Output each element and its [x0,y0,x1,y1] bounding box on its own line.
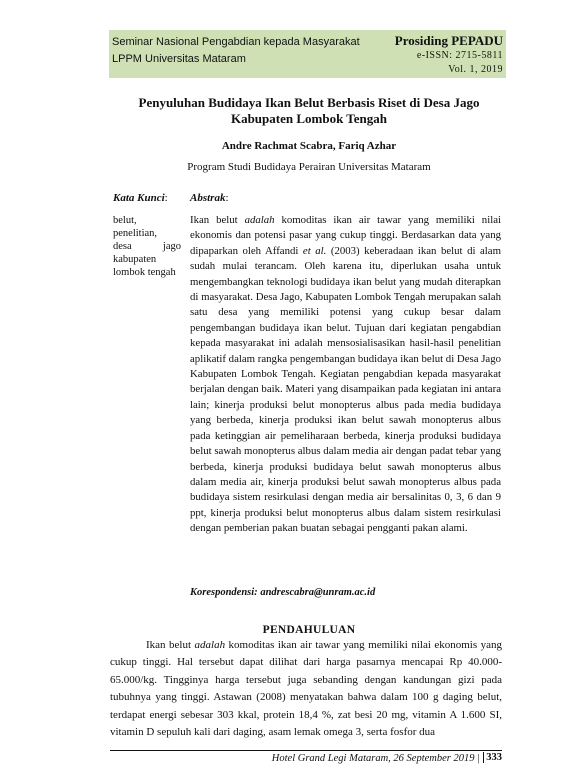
keyword-item: kabupaten [113,254,157,265]
keyword-item: penelitian, [113,228,158,239]
keyword-item: jago [162,241,181,252]
header-right [395,33,503,77]
page-number: 333 [483,752,502,763]
volume: Vol. 1, 2019 [448,64,503,75]
intro-text [110,637,502,741]
keyword-row [113,240,181,253]
footer-venue: Hotel Grand Legi Mataram, 26 September 2019 | [271,753,480,764]
intro-run: komoditas ikan air tawar yang memiliki nilai ekonomis yang cukup tinggi. Hal tersebut dapat dilihat dari harga pasarnya mencapai Rp 40.000-65.000/kg. Tingginya harga tersebut juga sebanding dengan kandungan gizi pada tubuhnya yang tinggi. Astawan (2008) menyatakan bahwa dalam 100 g daging belut, terdapat energi sebesar 303 kkal, protein 18,4 %, zat besi 20 mg, vitamin A 1.600 SI, vitamin D sepuluh kali dari daging, asam lemak omega 3, serta fosfor dua [110,639,503,739]
institution-name: LPPM Universitas Mataram [112,53,246,65]
keyword-item: belut, [113,215,137,226]
abstract-label [190,192,229,204]
abstract-run-italic: adalah [244,214,275,226]
affiliation: Program Studi Budidaya Perairan Universitas Mataram [187,161,431,173]
keywords-colon: : [164,192,168,204]
keyword-item: desa [113,241,132,252]
keywords-list [113,214,181,279]
abstract-colon: : [225,192,229,204]
intro-paragraph [110,637,502,741]
abstract-paragraph [190,213,501,537]
title-line-2: Kabupaten Lombok Tengah [230,111,388,126]
keywords-label [113,192,168,204]
paper-title [110,95,508,127]
keyword-item: lombok tengah [113,267,176,278]
abstract-run: Ikan belut [190,214,245,226]
abstract-run-italic: et al. [302,244,327,257]
section-heading: PENDAHULUAN [262,624,356,636]
header-left [112,34,360,68]
abstract-run: (2003) keberadaan ikan belut di alam sudah mulai terancam. Oleh karena itu, diperlukan usaha untuk mengembangkan teknologi budidaya ikan belut yang mudah diterapkan di masyarakat. Desa Jago, Kabupaten Lombok Tengah merupakan salah satu desa yang memiliki potensi yang cukup besar dalam pengembangan budidaya ikan belut. Tujuan dari kegiatan pengabdian kepada masyarakat ini adalah mensosialisasikan hasil-hasil penelitian aplikatif dalam rangka pengembangan budidaya ikan belut di Desa Jago Kabupaten Lombok Tengah. Kegiatan pengabdian kepada masyarakat berjalan dengan baik. Materi yang disampaikan pada kegiatan ini antara lain; kinerja produksi belut monopterus albus pada media budidaya yang berbeda, kinerja produksi ikan belut sawah monopterus albus pada ketinggian air pemeliharaan berbeda, kinerja produksi budidaya belut sawah monopterus albus dalam media air dengan padat tebar yang berbeda, kinerja produksi budidaya belut sawah monopterus albus dalam media air, kinerja produksi belut sawah monopterus albus pada budidaya sistem resirkulasi dengan media air bersalinitas 0, 3, 6 dan 9 ppt, kinerja produksi belut monopterus albus dalam sistem resirkulasi dengan pemberian pakan buatan sebagai pengganti pakan alami. [190,244,501,535]
page-footer [110,750,502,769]
seminar-name: Seminar Nasional Pengabdian kepada Masyarakat [112,36,360,48]
correspondence-email[interactable]: andrescabra@unram.ac.id [260,587,376,598]
proceeding-name: Prosiding PEPADU [394,33,503,48]
correspondence [190,587,375,598]
abstract-text [190,213,501,537]
intro-run-italic: adalah [194,639,226,651]
intro-run: Ikan belut [146,639,195,651]
keywords-label-text: Kata Kunci [113,192,165,204]
correspondence-label: Korespondensi: [190,587,258,598]
issn: e-ISSN: 2715-5811 [416,50,503,61]
title-line-1: Penyuluhan Budidaya Ikan Belut Berbasis Riset di Desa Jago [138,95,480,110]
abstract-run: komoditas ikan air tawar yang memiliki nilai ekonomis dan potensi pasar yang cukup tinggi. Berdasarkan data yang dipaparkan oleh Affandi [190,214,501,257]
authors: Andre Rachmat Scabra, Fariq Azhar [221,140,397,152]
abstract-label-text: Abstrak [190,192,226,204]
